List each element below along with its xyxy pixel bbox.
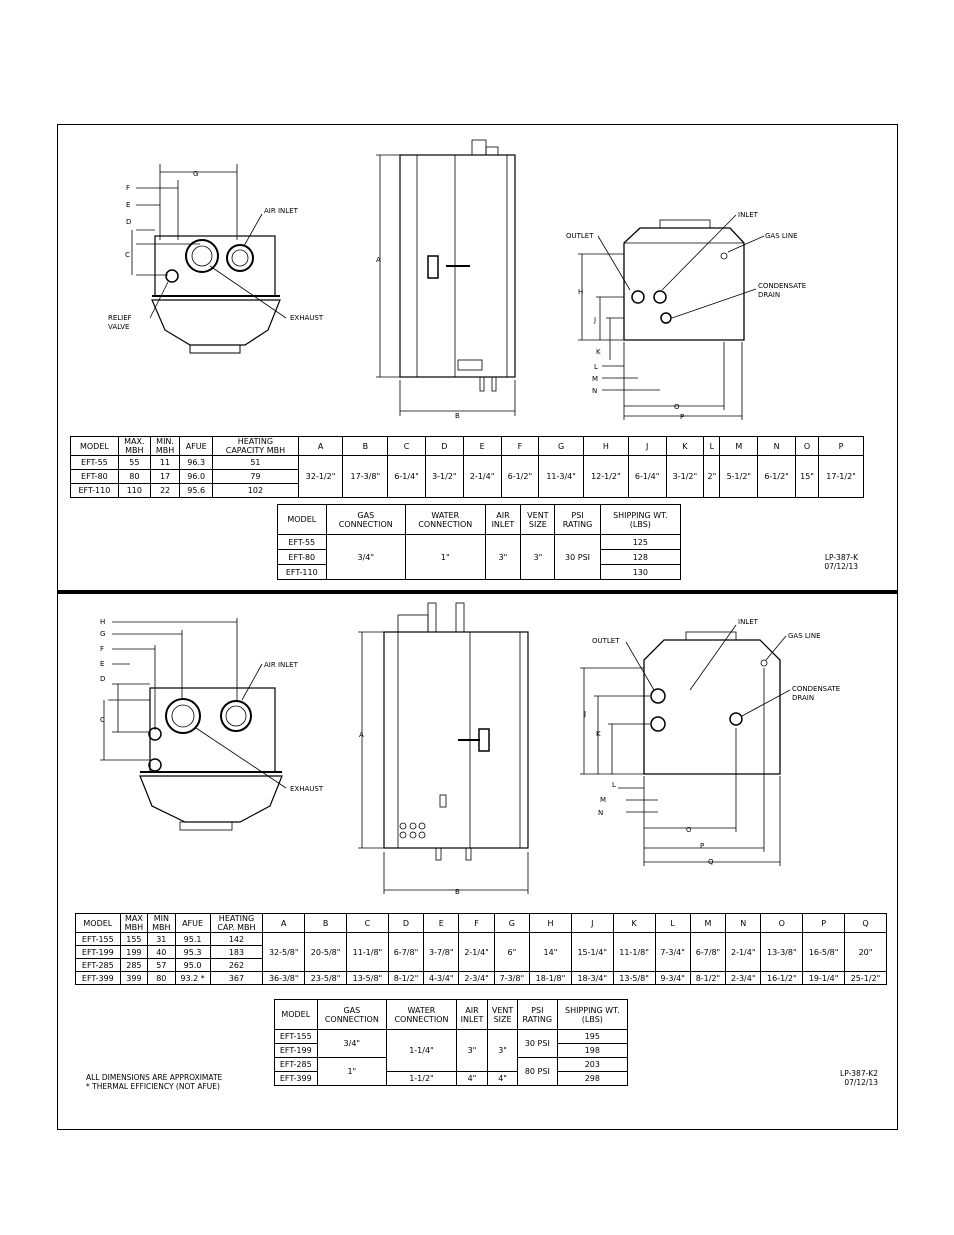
table-cell: 1-1/4"	[387, 1030, 457, 1072]
table-cell: EFT-399	[76, 972, 121, 985]
table-header: WATER CONNECTION	[387, 1000, 457, 1030]
table-header: E	[463, 437, 501, 456]
table-cell: EFT-199	[275, 1044, 318, 1058]
table-cell: 20"	[845, 933, 887, 972]
table-header: C	[388, 437, 426, 456]
table-cell: 14"	[530, 933, 572, 972]
table-cell: 298	[557, 1072, 627, 1086]
table-cell: EFT-199	[76, 946, 121, 959]
table-cell: 142	[210, 933, 263, 946]
table-cell: 11-1/8"	[347, 933, 389, 972]
table-cell: 102	[213, 484, 299, 498]
table-cell: 367	[210, 972, 263, 985]
table-cell: EFT-55	[71, 456, 119, 470]
table-cell: 20-5/8"	[305, 933, 347, 972]
dim-label-m: M	[600, 796, 607, 804]
table-header: E	[424, 914, 459, 933]
table-header: P	[803, 914, 845, 933]
air-inlet-label: AIR INLET	[264, 207, 298, 215]
dim-label-d: D	[126, 218, 132, 226]
table-cell: 79	[213, 470, 299, 484]
table-cell: 95.0	[175, 959, 210, 972]
table-cell: EFT-155	[275, 1030, 318, 1044]
table-header: N	[726, 914, 761, 933]
table-cell: 96.3	[180, 456, 213, 470]
table-cell: 8-1/2"	[388, 972, 423, 985]
table-cell: EFT-80	[71, 470, 119, 484]
table-cell: 96.0	[180, 470, 213, 484]
table-header: HEATING CAP. MBH	[210, 914, 263, 933]
inlet-label: INLET	[738, 618, 758, 626]
table-cell: 7-3/4"	[655, 933, 690, 972]
table-cell: 95.6	[180, 484, 213, 498]
table-header: AFUE	[175, 914, 210, 933]
table-cell: 110	[118, 484, 150, 498]
table-header: Q	[845, 914, 887, 933]
table-cell: 3"	[485, 535, 521, 580]
drawing-number: LP-387-K	[824, 553, 858, 562]
table-cell: 3"	[456, 1030, 487, 1072]
table-cell: 125	[600, 535, 680, 550]
table-cell: 16-5/8"	[803, 933, 845, 972]
table-cell: 155	[120, 933, 147, 946]
dim-label-k: K	[596, 730, 601, 738]
table-header: WATER CONNECTION	[406, 505, 485, 535]
table-cell: EFT-110	[71, 484, 119, 498]
table-cell: 399	[120, 972, 147, 985]
table-cell: 22	[150, 484, 179, 498]
table-header: MAX MBH	[120, 914, 147, 933]
table-header: J	[571, 914, 613, 933]
table-cell: 16-1/2"	[761, 972, 803, 985]
table-header: M	[690, 914, 725, 933]
gas-line-label: GAS LINE	[788, 632, 821, 640]
table-header: N	[758, 437, 796, 456]
table-cell: 1"	[406, 535, 485, 580]
exhaust-label: EXHAUST	[290, 314, 324, 322]
dim-label-o: O	[674, 403, 680, 411]
dim-label-c: C	[125, 251, 130, 259]
table-cell: 195	[557, 1030, 627, 1044]
drawing-number: LP-387-K2	[840, 1069, 878, 1078]
exhaust-label: EXHAUST	[290, 785, 324, 793]
table-header: PSI RATING	[555, 505, 600, 535]
table-cell: 4"	[488, 1072, 518, 1086]
table-header: F	[501, 437, 539, 456]
dim-label-e: E	[126, 201, 131, 209]
table-cell: 11-1/8"	[613, 933, 655, 972]
table-cell: 2-1/4"	[726, 933, 761, 972]
table-header: AFUE	[180, 437, 213, 456]
table-header: HEATING CAPACITY MBH	[213, 437, 299, 456]
table-cell: 6-1/4"	[628, 456, 666, 498]
table-header: O	[761, 914, 803, 933]
table-row	[76, 972, 887, 985]
table-cell: 6-1/2"	[758, 456, 796, 498]
table-header: F	[459, 914, 494, 933]
table-header: SHIPPING WT. (LBS)	[557, 1000, 627, 1030]
table-cell: 13-3/8"	[761, 933, 803, 972]
table-cell: 13-5/8"	[347, 972, 389, 985]
table-row	[275, 1030, 628, 1044]
table-cell: 2-3/4"	[459, 972, 494, 985]
dim-label-q: Q	[708, 858, 714, 866]
table-cell: EFT-285	[76, 959, 121, 972]
inlet-label: INLET	[738, 211, 758, 219]
table-cell: EFT-399	[275, 1072, 318, 1086]
bottom-dimensions-table	[75, 913, 887, 985]
table-header: A	[298, 437, 343, 456]
table-cell: 32-1/2"	[298, 456, 343, 498]
table-header: L	[704, 437, 720, 456]
table-cell: 3"	[521, 535, 555, 580]
table-header: H	[584, 437, 629, 456]
table-cell: 95.3	[175, 946, 210, 959]
table-header: MAX. MBH	[118, 437, 150, 456]
dim-label-c: C	[100, 716, 105, 724]
note-approximate: ALL DIMENSIONS ARE APPROXIMATE	[86, 1073, 223, 1082]
table-cell: 128	[600, 550, 680, 565]
bottom-connections-table	[274, 999, 628, 1086]
drawing-date: 07/12/13	[844, 1078, 878, 1087]
dim-label-b: B	[455, 888, 460, 896]
table-cell: 18-1/8"	[530, 972, 572, 985]
table-cell: 6-1/4"	[388, 456, 426, 498]
table-cell: 11-3/4"	[539, 456, 584, 498]
table-cell: 15-1/4"	[571, 933, 613, 972]
dim-label-g: G	[100, 630, 106, 638]
table-cell: 9-3/4"	[655, 972, 690, 985]
table-header: H	[530, 914, 572, 933]
air-inlet-label: AIR INLET	[264, 661, 298, 669]
table-cell: 3"	[488, 1030, 518, 1072]
table-header: M	[720, 437, 758, 456]
dim-label-d: D	[100, 675, 106, 683]
condensate-label: CONDENSATE	[792, 685, 841, 693]
relief-valve-label-2: VALVE	[108, 323, 130, 331]
dim-label-n: N	[598, 809, 604, 817]
table-cell: 57	[148, 959, 175, 972]
relief-valve-label: RELIEF	[108, 314, 132, 322]
table-cell: 4"	[456, 1072, 487, 1086]
table-cell: 17-3/8"	[343, 456, 388, 498]
table-cell: 11	[150, 456, 179, 470]
table-cell: 30 PSI	[517, 1030, 557, 1058]
table-header: SHIPPING WT. (LBS)	[600, 505, 680, 535]
table-cell: 6-7/8"	[388, 933, 423, 972]
dim-label-a: A	[359, 731, 364, 739]
table-cell: 30 PSI	[555, 535, 600, 580]
table-header: MIN MBH	[148, 914, 175, 933]
table-cell: 8-1/2"	[690, 972, 725, 985]
condensate-label-2: DRAIN	[792, 694, 815, 702]
dim-label-o: O	[686, 826, 692, 834]
table-cell: 3-1/2"	[666, 456, 704, 498]
table-cell: 6-1/2"	[501, 456, 539, 498]
table-header: AIR INLET	[485, 505, 521, 535]
table-cell: 95.1	[175, 933, 210, 946]
outlet-label: OUTLET	[592, 637, 620, 645]
table-cell: 1-1/2"	[387, 1072, 457, 1086]
table-cell: 3/4"	[326, 535, 405, 580]
dim-label-p: P	[700, 842, 705, 850]
table-cell: 3/4"	[317, 1030, 387, 1058]
table-cell: 93.2 *	[175, 972, 210, 985]
outlet-label: OUTLET	[566, 232, 594, 240]
table-row	[76, 933, 887, 946]
table-cell: EFT-55	[278, 535, 327, 550]
table-cell: 51	[213, 456, 299, 470]
condensate-label-2: DRAIN	[758, 291, 781, 299]
table-cell: 1"	[317, 1058, 387, 1086]
table-header: MODEL	[275, 1000, 318, 1030]
table-cell: 199	[120, 946, 147, 959]
table-cell: 17-1/2"	[819, 456, 864, 498]
table-header: GAS CONNECTION	[326, 505, 405, 535]
table-header: P	[819, 437, 864, 456]
table-header: L	[655, 914, 690, 933]
table-cell: 12-1/2"	[584, 456, 629, 498]
dim-label-e: E	[100, 660, 105, 668]
table-cell: 80	[118, 470, 150, 484]
table-header: K	[666, 437, 704, 456]
dim-label-h: H	[578, 288, 584, 296]
table-header: MODEL	[76, 914, 121, 933]
table-cell: EFT-155	[76, 933, 121, 946]
table-header: MODEL	[71, 437, 119, 456]
table-cell: EFT-110	[278, 565, 327, 580]
table-header: A	[263, 914, 305, 933]
table-header: D	[388, 914, 423, 933]
table-cell: 2"	[704, 456, 720, 498]
table-cell: 17	[150, 470, 179, 484]
dim-label-l: L	[612, 781, 616, 789]
drawing-number-bottom	[820, 1069, 878, 1087]
table-header: B	[305, 914, 347, 933]
table-header: G	[539, 437, 584, 456]
table-cell: 18-3/4"	[571, 972, 613, 985]
table-cell: 285	[120, 959, 147, 972]
table-header: AIR INLET	[456, 1000, 487, 1030]
table-cell: 183	[210, 946, 263, 959]
dim-label-f: F	[100, 645, 105, 653]
dim-label-n: N	[592, 387, 598, 395]
table-cell: 25-1/2"	[845, 972, 887, 985]
table-header: B	[343, 437, 388, 456]
dim-label-j: J	[584, 710, 587, 718]
note-thermal-efficiency: * THERMAL EFFICIENCY (NOT AFUE)	[86, 1082, 220, 1091]
table-cell: 80	[148, 972, 175, 985]
table-cell: 4-3/4"	[424, 972, 459, 985]
table-cell: EFT-285	[275, 1058, 318, 1072]
table-cell: 3-7/8"	[424, 933, 459, 972]
table-cell: 130	[600, 565, 680, 580]
table-cell: EFT-80	[278, 550, 327, 565]
table-cell: 203	[557, 1058, 627, 1072]
table-header: J	[628, 437, 666, 456]
table-cell: 19-1/4"	[803, 972, 845, 985]
table-cell: 2-3/4"	[726, 972, 761, 985]
dim-label-p: P	[680, 413, 685, 421]
table-cell: 13-5/8"	[613, 972, 655, 985]
table-cell: 198	[557, 1044, 627, 1058]
table-cell: 55	[118, 456, 150, 470]
table-cell: 31	[148, 933, 175, 946]
dim-label-g: G	[193, 170, 199, 178]
table-header: VENT SIZE	[521, 505, 555, 535]
table-cell: 6-7/8"	[690, 933, 725, 972]
table-header: O	[795, 437, 818, 456]
table-header: VENT SIZE	[488, 1000, 518, 1030]
table-header: C	[347, 914, 389, 933]
table-cell: 40	[148, 946, 175, 959]
table-cell: 5-1/2"	[720, 456, 758, 498]
notes	[86, 1073, 222, 1091]
table-header: PSI RATING	[517, 1000, 557, 1030]
dim-label-k: K	[596, 348, 601, 356]
table-header: D	[425, 437, 463, 456]
table-cell: 6"	[494, 933, 529, 972]
condensate-label: CONDENSATE	[758, 282, 807, 290]
dim-label-j: J	[594, 316, 597, 324]
table-cell: 7-3/8"	[494, 972, 529, 985]
table-header: G	[494, 914, 529, 933]
table-cell: 3-1/2"	[425, 456, 463, 498]
table-header: MIN. MBH	[150, 437, 179, 456]
table-cell: 262	[210, 959, 263, 972]
dim-label-b: B	[455, 412, 460, 420]
table-cell: 23-5/8"	[305, 972, 347, 985]
table-cell: 2-1/4"	[463, 456, 501, 498]
table-header: MODEL	[278, 505, 327, 535]
dim-label-f: F	[126, 184, 131, 192]
table-cell: 2-1/4"	[459, 933, 494, 972]
dim-label-h: H	[100, 618, 106, 626]
table-cell: 15"	[795, 456, 818, 498]
table-header: GAS CONNECTION	[317, 1000, 387, 1030]
table-header: K	[613, 914, 655, 933]
gas-line-label: GAS LINE	[765, 232, 798, 240]
dim-label-m: M	[592, 375, 599, 383]
table-cell: 32-5/8"	[263, 933, 305, 972]
dim-label-l: L	[594, 363, 598, 371]
table-cell: 36-3/8"	[263, 972, 305, 985]
dim-label-a: A	[376, 256, 381, 264]
drawing-date: 07/12/13	[824, 562, 858, 571]
table-cell: 80 PSI	[517, 1058, 557, 1086]
